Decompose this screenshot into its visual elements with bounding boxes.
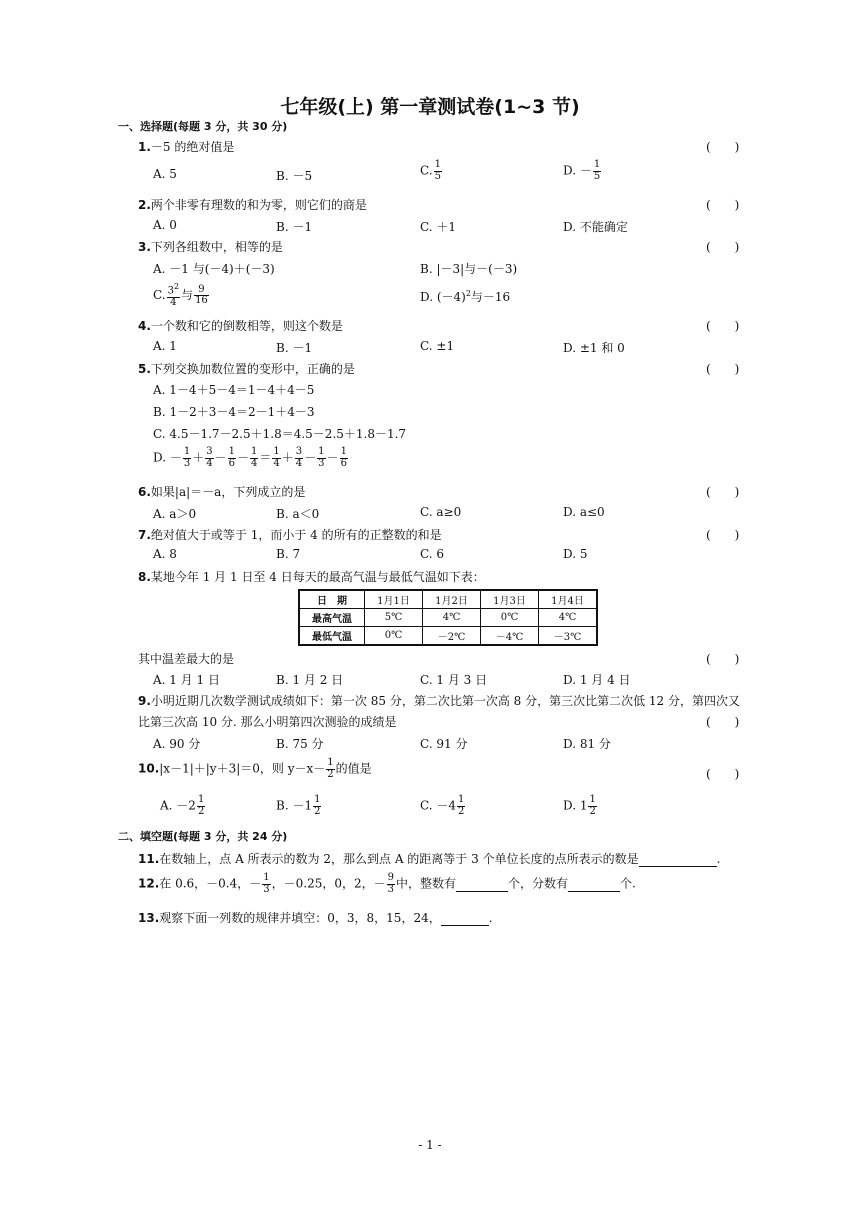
question-5: 5.下列交换加数位置的变形中，正确的是: [138, 362, 355, 376]
answer-blank[interactable]: [441, 911, 489, 926]
option-b: B. 7: [276, 547, 301, 561]
option-c: C. 4.5－1.7－2.5＋1.8＝4.5－2.5＋1.8－1.7: [153, 427, 407, 441]
answer-paren: ( ): [706, 140, 740, 154]
option-a: A. 1－4＋5－4＝1－4＋4－5: [153, 383, 315, 397]
option-c: C. ±1: [420, 339, 455, 353]
option-b: B. －1: [276, 220, 313, 234]
answer-paren: ( ): [706, 528, 740, 542]
answer-blank[interactable]: [639, 852, 717, 867]
question-6: 6.如果|a|＝－a，下列成立的是: [138, 485, 306, 499]
option-d: D. ±1 和 0: [563, 341, 625, 355]
option-a: A. 0: [153, 218, 177, 232]
option-c: C. a≥0: [420, 505, 462, 519]
option-b: B. 1 月 2 日: [276, 673, 344, 687]
section-fill-header: 二、填空题(每题 3 分，共 24 分): [118, 830, 288, 843]
answer-paren: ( ): [706, 240, 740, 254]
question-13: 13.观察下面一列数的规律并填空：0，3，8，15，24， .: [138, 911, 493, 925]
question-7: 7.绝对值大于或等于 1，而小于 4 的所有的正整数的和是: [138, 528, 442, 542]
option-a: A. 1: [153, 339, 177, 353]
option-d: D. 81 分: [563, 737, 611, 751]
page-number: - 1 -: [418, 1138, 442, 1152]
question-12: 12.在 0.6，－0.4，－ $\frac{1}{3}$ ，－0.25，0，2，－ $\frac{9}{3}$ 中，整数有 个，分数有 个.: [138, 872, 636, 895]
table-header-row: 日 期 1月1日 1月2日 1月3日 1月4日: [299, 590, 597, 609]
option-b: B. |－3|与－(－3): [420, 262, 518, 276]
exam-title: 七年级(上) 第一章测试卷(1~3 节): [280, 96, 580, 118]
option-c: C. $\frac{3^2}{4}$ 与 $\frac{9}{16}$: [153, 282, 208, 308]
fraction: $\frac{1}{4}$: [273, 446, 280, 469]
question-10: 10.|x－1|＋|y＋3|＝0，则 y－x－ $\frac{1}{2}$ 的值是: [138, 757, 372, 780]
question-3: 3.下列各组数中，相等的是: [138, 240, 283, 254]
fraction: $\frac{1}{6}$: [228, 446, 235, 469]
table-row: 最低气温 0℃ －2℃ －4℃ －3℃: [299, 627, 597, 646]
option-c: C. －4 $\frac{1}{2}$: [420, 794, 465, 817]
fraction: $\frac{3}{4}$: [206, 446, 213, 469]
option-a: A. 5: [153, 167, 177, 181]
option-a: A. －2 $\frac{1}{2}$: [160, 794, 205, 817]
fraction: $\frac{1}{6}$: [340, 446, 347, 469]
option-c: C. ＋1: [420, 220, 457, 234]
question-9-line2: 比第三次高 10 分. 那么小明第四次测验的成绩是: [138, 715, 397, 729]
fraction: $\frac{1}{3}$: [183, 446, 191, 469]
option-a: A. －1 与(－4)＋(－3): [153, 262, 275, 276]
option-d: D. $(-4)^2$与－16: [420, 289, 511, 304]
question-8-tail: 其中温差最大的是: [138, 652, 235, 666]
option-c: C. 91 分: [420, 737, 468, 751]
question-9: 9.小明近期几次数学测试成绩如下：第一次 85 分，第二次比第一次高 8 分，第三次比第二次低 12 分，第四次又: [138, 694, 740, 708]
fraction: $\frac{1}{4}$: [251, 446, 258, 469]
answer-paren: ( ): [706, 652, 740, 666]
question-1: [138, 138, 234, 155]
question-stem: －5 的绝对值是: [150, 140, 235, 154]
answer-paren: ( ): [706, 485, 740, 499]
answer-paren: ( ): [706, 362, 740, 376]
option-c: C. 1 月 3 日: [420, 673, 488, 687]
option-b: B. －1: [276, 341, 313, 355]
option-b: B. －5: [276, 169, 313, 183]
fraction: $\frac{3}{4}$: [295, 446, 303, 469]
answer-paren: ( ): [706, 767, 740, 781]
option-d: D. 1 $\frac{1}{2}$: [563, 794, 596, 817]
option-d: D. 5: [563, 547, 588, 561]
option-d: D. 1 月 4 日: [563, 673, 631, 687]
option-b: B. 1－2＋3－4＝2－1＋4－3: [153, 405, 315, 419]
answer-paren: ( ): [706, 319, 740, 333]
answer-blank[interactable]: [456, 877, 508, 892]
answer-paren: ( ): [706, 198, 740, 212]
table-row: 最高气温 5℃ 4℃ 0℃ 4℃: [299, 609, 597, 627]
question-8: 8.某地今年 1 月 1 日至 4 日每天的最高气温与最低气温如下表：: [138, 570, 485, 584]
answer-paren: ( ): [706, 715, 740, 729]
question-2: 2.两个非零有理数的和为零，则它们的商是: [138, 198, 367, 212]
question-4: 4.一个数和它的倒数相等，则这个数是: [138, 319, 343, 333]
fraction: $\frac{1}{3}$: [318, 446, 325, 469]
option-d: D. － $\frac{1}{3}$ ＋ $\frac{3}{4}$ － $\frac{1}{6}$ － $\frac{1}{4}$ ＝ $\frac{1}{4}$ ＋ $\frac{3}{4}$ － $\frac{1}{3}$ － $\frac{1}{6}$: [153, 446, 347, 469]
option-d: D. a≤0: [563, 505, 605, 519]
answer-blank[interactable]: [568, 877, 620, 892]
option-d: D. － $\frac{1}{5}$: [563, 159, 601, 182]
section-choice-header: 一、选择题(每题 3 分，共 30 分): [118, 120, 288, 133]
option-d: D. 不能确定: [563, 220, 628, 234]
option-a: A. 90 分: [153, 737, 201, 751]
option-a: A. 1 月 1 日: [153, 673, 221, 687]
question-11: 11.在数轴上，点 A 所表示的数为 2，那么到点 A 的距离等于 3 个单位长度的点所表示的数是 .: [138, 852, 721, 866]
option-c: C. $\frac{1}{5}$: [420, 159, 441, 182]
option-a: A. 8: [153, 547, 177, 561]
option-b: B. 75 分: [276, 737, 324, 751]
temperature-table: [298, 589, 598, 646]
option-b: B. a＜0: [276, 507, 320, 521]
question-number: 1.: [138, 140, 151, 154]
option-c: C. 6: [420, 547, 445, 561]
option-a: A. a＞0: [153, 507, 197, 521]
option-b: B. －1 $\frac{1}{2}$: [276, 794, 321, 817]
